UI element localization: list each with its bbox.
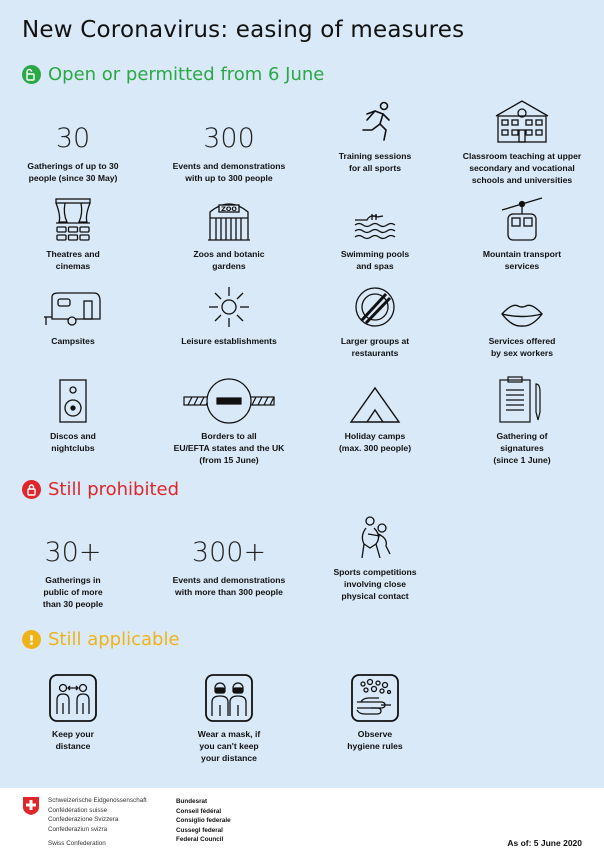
caravan-icon	[3, 279, 143, 329]
federal-council-names: Bundesrat Conseil fédéral Consiglio federale Cussegl federal Federal Council	[176, 798, 231, 843]
item-borders: Borders to all EU/EFTA states and the UK (from 15 June)	[159, 366, 299, 466]
exclamation-icon	[22, 630, 41, 649]
mask-icon	[159, 670, 299, 722]
wrestlers-icon	[305, 508, 445, 560]
number-300-plus: 300+	[191, 537, 267, 568]
item-theatres: Theatres and cinemas	[3, 192, 143, 272]
item-leisure: Leisure establishments	[159, 279, 299, 347]
swiss-flag-icon	[22, 796, 40, 816]
clipboard-pen-icon	[452, 366, 592, 424]
number-30: 30	[55, 123, 91, 154]
item-keep-distance: Keep your distance	[3, 670, 143, 752]
theatre-icon	[3, 192, 143, 242]
item-swimming: Swimming pools and spas	[305, 192, 445, 272]
item-gatherings-30: 30 Gatherings of up to 30 people (since 30 May)	[27, 123, 119, 183]
section-prohibited-heading	[22, 479, 179, 500]
item-campsites: Campsites	[3, 279, 143, 347]
swiss-confederation: Swiss Confederation	[48, 840, 106, 847]
as-of-date: As of: 5 June 2020	[507, 838, 582, 848]
section-open-heading	[22, 64, 324, 85]
section-applicable-heading	[22, 629, 180, 650]
plate-cutlery-icon	[305, 279, 445, 329]
lock-icon	[22, 480, 41, 499]
unlock-icon	[22, 65, 41, 84]
confederation-names: Schweizerische Eidgenossenschaft Confédération suisse Confederazione Svizzera Confederaziun svizra	[48, 797, 147, 833]
item-wear-mask: Wear a mask, if you can't keep your distance	[159, 670, 299, 764]
item-signatures: Gathering of signatures (since 1 June)	[452, 366, 592, 466]
item-sexwork: Services offered by sex workers	[452, 279, 592, 359]
cable-car-icon	[452, 192, 592, 242]
footer	[0, 788, 604, 856]
item-holiday-camps: Holiday camps (max. 300 people)	[305, 366, 445, 454]
item-gatherings-30plus: 30+ Gatherings in public of more than 30 people	[42, 537, 104, 609]
zoo-icon	[159, 192, 299, 242]
item-contact-sports: Sports competitions involving close physical contact	[305, 508, 445, 602]
section-open-label: Open or permitted from 6 June	[48, 64, 325, 85]
sun-icon	[159, 279, 299, 329]
svg-text:ZOO: ZOO	[221, 205, 237, 213]
speaker-icon	[3, 366, 143, 424]
item-mountain: Mountain transport services	[452, 192, 592, 272]
number-30-plus: 30+	[44, 537, 102, 568]
runner-icon	[305, 94, 445, 144]
item-restaurants: Larger groups at restaurants	[305, 279, 445, 359]
item-zoos: ZOO Zoos and botanic gardens	[159, 192, 299, 272]
border-barrier-icon	[159, 366, 299, 424]
item-hygiene: Observe hygiene rules	[305, 670, 445, 752]
number-300: 300	[203, 123, 255, 154]
item-discos: Discos and nightclubs	[3, 366, 143, 454]
item-training: Training sessions for all sports	[305, 94, 445, 174]
handwash-icon	[305, 670, 445, 722]
page-title: New Coronavirus: easing of measures	[22, 17, 465, 43]
item-schools: Classroom teaching at upper secondary and vocational schools and universities	[452, 94, 592, 186]
item-events-300plus: 300+ Events and demonstrations with more than 300 people	[172, 537, 286, 597]
section-prohibited-label: Still prohibited	[48, 479, 180, 500]
lips-icon	[452, 279, 592, 329]
swimming-icon	[305, 192, 445, 242]
tent-icon	[305, 366, 445, 424]
section-applicable-label: Still applicable	[48, 629, 180, 650]
school-building-icon	[452, 94, 592, 144]
item-events-300: 300 Events and demonstrations with up to 300 people	[172, 123, 286, 183]
distance-icon	[3, 670, 143, 722]
